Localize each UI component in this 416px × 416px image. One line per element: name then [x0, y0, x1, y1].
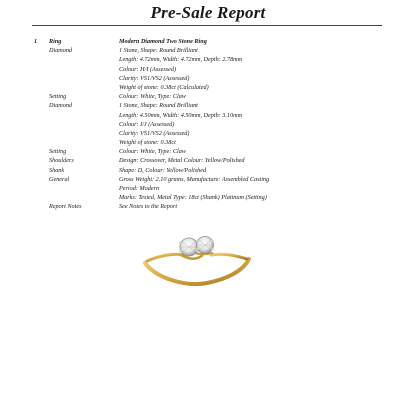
report-row: [0, 156, 416, 165]
report-row: [0, 202, 416, 211]
report-row: [0, 46, 416, 55]
row-label: Shank: [49, 166, 65, 174]
ring-photo: [137, 225, 257, 295]
row-value: Colour: H/I (Assessed): [119, 65, 177, 73]
row-value: Modern Diamond Two Stone Ring: [119, 38, 207, 45]
report-table: [0, 37, 416, 212]
title-rule: [32, 25, 382, 26]
row-value: Colour: White, Type: Claw: [119, 148, 186, 156]
page-title: Pre-Sale Report: [150, 3, 266, 22]
row-value: Marks: Tested, Metal Type: 18ct (Shank) Platinum (Setting): [119, 194, 267, 202]
row-label: General: [49, 175, 70, 183]
report-row: [0, 147, 416, 156]
row-value: Gross Weight: 2.10 grams, Manufacture: Assembled Casting: [119, 175, 270, 183]
report-row-ring: [0, 37, 416, 46]
report-row: [0, 138, 416, 147]
report-row: [0, 175, 416, 184]
row-label: Diamond: [49, 47, 73, 55]
row-value: Shape: D, Colour: Yellow/Polished: [119, 166, 207, 174]
row-value: Design: Crossover, Metal Colour: Yellow/Polished: [119, 157, 245, 165]
row-label: Diamond: [49, 102, 73, 110]
report-row: [0, 74, 416, 83]
row-label: Report Notes: [49, 203, 82, 211]
row-label: Setting: [49, 93, 67, 101]
row-value: Weight of stone: 0.38ct (Calculated): [119, 83, 209, 91]
ring-photo-icon: [137, 225, 257, 295]
report-row: [0, 92, 416, 101]
report-row: [0, 166, 416, 175]
item-number: 1: [34, 38, 38, 45]
report-row: [0, 83, 416, 92]
report-row: [0, 101, 416, 110]
row-value: 1 Stone, Shape: Round Brilliant: [119, 102, 198, 110]
row-label: Shoulders: [49, 157, 74, 165]
row-label: Setting: [49, 148, 67, 156]
row-value: Weight of stone: 0.38ct: [119, 139, 176, 147]
report-row: [0, 193, 416, 202]
row-value: Colour: I/J (Assessed): [119, 120, 175, 128]
row-value: Colour: White, Type: Claw: [119, 93, 186, 101]
report-row: [0, 120, 416, 129]
report-row: [0, 129, 416, 138]
row-value: Length: 4.72mm, Width: 4.72mm, Depth: 2.78mm: [119, 56, 243, 64]
report-row: [0, 111, 416, 120]
row-value: Clarity: VS1/VS2 (Assessed): [119, 74, 190, 82]
report-row: [0, 55, 416, 64]
row-value: Clarity: VS1/VS2 (Assessed): [119, 129, 190, 137]
row-label: Ring: [49, 38, 62, 45]
row-value: Length: 4.50mm, Width: 4.50mm, Depth: 3.10mm: [119, 111, 243, 119]
report-row: [0, 65, 416, 74]
row-value: Period: Modern: [119, 185, 160, 192]
row-value: 1 Stone, Shape: Round Brilliant: [119, 47, 198, 55]
row-value: See Notes to the Report: [119, 203, 178, 211]
report-row: [0, 184, 416, 193]
